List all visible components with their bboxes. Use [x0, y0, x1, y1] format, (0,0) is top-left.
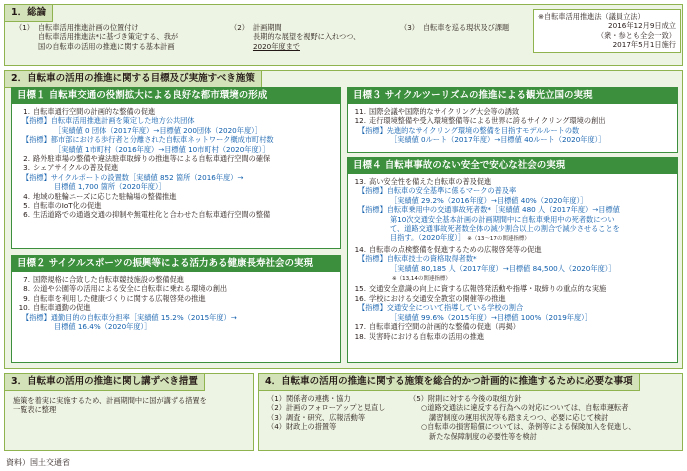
- measure-item: 10. 自転車通勤の促進: [18, 303, 91, 313]
- measure-item: 1. 自転車通行空間の計画的な整備の促進: [23, 107, 156, 116]
- goal-3-box: [347, 87, 678, 153]
- necessary-left-list: （1）関係者の連携・協力 （2）計画のフォローアップと見直し （3）調査・研究、広報活動等 （4）財政上の措置等: [267, 394, 386, 432]
- indicator-line: 【指標】自転車活用推進計画を策定した地方公共団体: [22, 116, 195, 126]
- measure-item: 11. 国際会議や国際的なサイクリング大会等の誘致: [354, 107, 520, 116]
- overview-item: [230, 23, 360, 51]
- overview-item-line: 国の自転車の活用の推進に関する基本計画: [37, 41, 175, 51]
- indicator-line: 【指標】自転車乗用中の交通事故死者数*［実績値 480 人（2017年度）→目標値: [358, 205, 620, 215]
- section-overview: [4, 4, 683, 66]
- indicator-line: 【指標】通勤目的の自転車分担率［実績値 15.2%（2015年度）→: [22, 312, 237, 322]
- overview-item-line: 2020年度まで: [252, 41, 300, 51]
- measure-item: 6. 生活道路での通過交通の抑制や無電柱化と合わせた自転車通行空間の整備: [23, 210, 271, 220]
- measure-item: 12. 走行環境整備や受入環境整備等による世界に誇るサイクリング環境の創出: [354, 116, 606, 126]
- goal-1-title: 目標１ 自転車交通の役割拡大による良好な都市環境の形成: [12, 88, 340, 104]
- goal-4-list: [348, 174, 677, 344]
- section-measures-title: 3．自転車の活用の推進に関し講ずべき措置: [5, 374, 205, 391]
- goal-1-box: [11, 87, 341, 249]
- indicator-line: 目指す。（2020年度）］ ※（13～17の関連指標）: [390, 233, 530, 243]
- measure-item: 5. 自転車のIoT化の促進: [23, 201, 102, 211]
- indicator-line: 【指標】自転車の安全基準に係るマークの普及率: [358, 186, 517, 196]
- measures-text: 施策を着実に実施するため、計画期間中に国が講ずる措置を 一覧表に整理: [13, 396, 207, 415]
- necessary-right-list: （5）附則に対する今後の取組方針 ○道路交通法に違反する行為への対応については、自転車運転者 講習制度の運用状況等も踏まえつつ、必要に応じて検討 ○自転車の損害賠償については、条例等による保険加入を促進し、 新たな保障制度の必要性等を検討: [409, 394, 636, 441]
- overview-item-line: 自転車を巡る現状及び課題: [422, 23, 510, 32]
- indicator-line: 【指標】先進的なサイクリング環境の整備を目指すモデルルートの数: [358, 125, 580, 135]
- overview-item-number: （1）: [15, 23, 34, 32]
- measure-item: 3. シェアサイクルの普及促進: [23, 163, 119, 173]
- goal-3-list: [348, 104, 677, 148]
- goal-4-title: 目標４ 自転車事故のない安全で安心な社会の実現: [348, 158, 677, 174]
- indicator-line: 【指標】交通安全について指導している学校の割合: [358, 303, 524, 313]
- measure-item: 4. 地域の駐輪ニーズに応じた駐輪場の整備推進: [23, 191, 177, 201]
- overview-item-number: （2）: [230, 23, 249, 32]
- indicator-line: ［実績値 1市町村（2016年度）→目標値 10市町村（2020年度）］: [54, 144, 270, 154]
- overview-item: [15, 23, 178, 51]
- indicator-line: ［実績値 29.2%（2016年度）→目標値 40%（2020年度）］: [390, 195, 588, 205]
- indicator-line: ［実績値 99.6%（2015年度）→目標値 100%（2019年度）］: [390, 312, 592, 322]
- law-note: [533, 9, 681, 53]
- goal-2-list: [12, 272, 340, 334]
- law-note-line: 2016年12月9日成立: [608, 21, 676, 31]
- indicator-line: 【指標】都市部における歩行者と分離された自転車ネットワーク概成市町村数: [22, 135, 274, 145]
- overview-item: [400, 23, 509, 32]
- goal-2-box: [11, 255, 341, 363]
- overview-item-line: 計画期間: [252, 23, 282, 32]
- section-overview-title: 1．総論: [5, 5, 53, 22]
- measure-item: 18. 災害時における自転車の活用の推進: [354, 331, 485, 341]
- measure-item: 16. 学校における交通安全教室の開催等の推進: [354, 293, 506, 303]
- indicator-line: 目標値 16.4%（2020年度）］: [54, 322, 152, 332]
- measure-item: 14. 自転車の点検整備を促進するための広報啓発等の促進: [354, 244, 542, 254]
- source-note: 資料）国土交通省: [6, 458, 70, 467]
- law-note-line: （衆・参とも全会一致）: [596, 30, 676, 40]
- indicator-line: 【指標】自転車技士の資格取得者数*: [358, 254, 477, 264]
- overview-item-number: （3）: [400, 23, 419, 32]
- law-note-line: ※自転車活用推進法（議員立法）: [538, 12, 645, 21]
- overview-item-line: 自転車活用推進計画の位置付け: [37, 23, 139, 32]
- indicator-line: ※（13,14の関連指標）: [392, 276, 451, 283]
- measure-item: 8. 公道や公園等の活用による安全に自転車に乗れる環境の創出: [23, 284, 228, 294]
- section-goals-title: 2．自転車の活用の推進に関する目標及び実施すべき施策: [5, 71, 262, 88]
- section-goals: [4, 70, 683, 369]
- indicator-line: 【指標】サイクルポートの設置数［実績値 852 箇所（2016年度）→: [22, 172, 244, 182]
- measure-item: 9. 自転車を利用した健康づくりに関する広報啓発の推進: [23, 293, 206, 303]
- overview-item-line: 長期的な展望を視野に入れつつ、: [252, 32, 361, 42]
- goal-1-list: [12, 104, 340, 223]
- indicator-line: ［実績値 80,185 人（2017年度）→目標値 84,500人（2020年度）］: [390, 263, 616, 273]
- goal-2-title: 目標２ サイクルスポーツの振興等による活力ある健康長寿社会の実現: [12, 256, 340, 272]
- indicator-line: 目標値 1,700 箇所（2020年度）］: [54, 182, 166, 192]
- section-measures: [4, 373, 254, 451]
- goal-3-title: 目標３ サイクルツーリズムの推進による観光立国の実現: [348, 88, 677, 104]
- measure-item: 7. 国際規格に合致した自転車競技施設の整備促進: [23, 275, 184, 284]
- measure-item: 17. 自転車通行空間の計画的な整備の促進（再掲）: [354, 322, 520, 332]
- indicator-line: ［実績値 0 団体（2017年度）→目標値 200団体（2020年度）］: [54, 125, 262, 135]
- section-necessary-matters: [258, 373, 683, 451]
- indicator-line: ［実績値 0ルート（2017年度）→目標値 40ルート（2020年度）］: [390, 135, 606, 145]
- indicator-line: て、道路交通事故死者数全体の減少割合以上の割合で減少させることを: [390, 224, 620, 234]
- law-note-line: 2017年5月1日施行: [612, 40, 676, 50]
- goal-4-box: [347, 157, 678, 363]
- measure-item: 2. 路外駐車場の整備や違法駐車取締りの推進等による自転車通行空間の確保: [23, 154, 271, 164]
- indicator-line: 第10次交通安全基本計画の計画期間中に自転車乗用中の死者数につい: [390, 214, 615, 224]
- measure-item: 13. 高い安全性を備えた自転車の普及促進: [354, 177, 492, 186]
- section-necessary-matters-title: 4．自転車の活用の推進に関する施策を総合的かつ計画的に推進するために必要な事項: [259, 374, 640, 391]
- overview-item-line: 自転車活用推進法*に基づき策定する、我が: [37, 32, 179, 42]
- measure-item: 15. 交通安全意識の向上に資する広報啓発活動や指導・取締りの重点的な実施: [354, 284, 607, 294]
